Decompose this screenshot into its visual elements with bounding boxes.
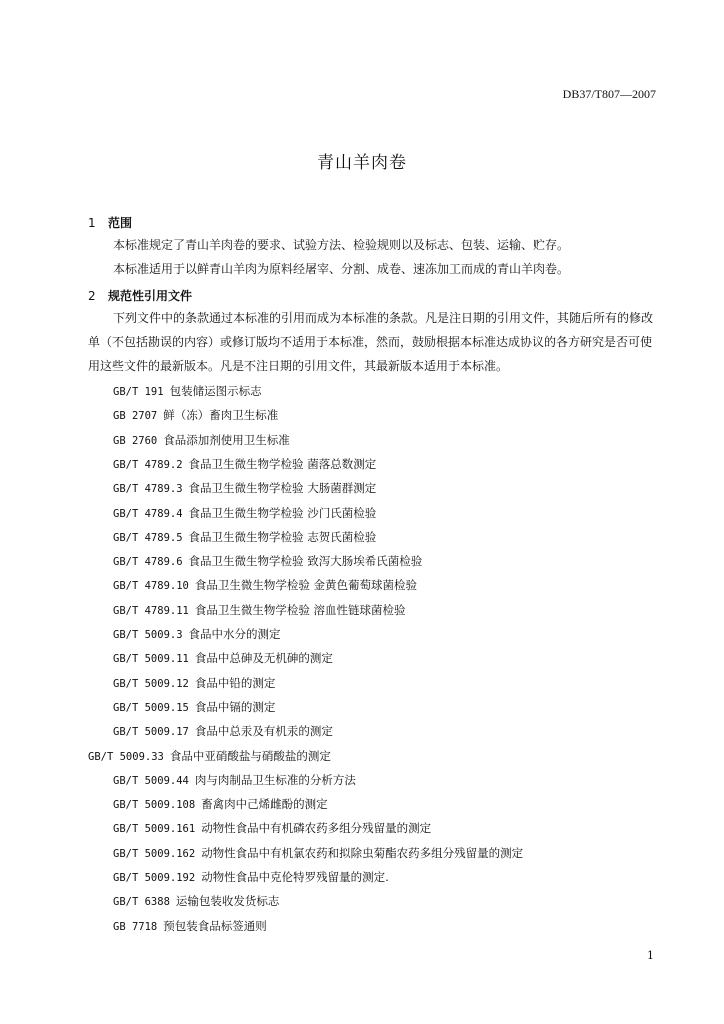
section-1-paragraph: 本标准规定了青山羊肉卷的要求、试验方法、检验规则以及标志、包装、运输、贮存。 — [113, 238, 570, 252]
reference-item — [113, 772, 356, 788]
reference-title: 食品中亚硝酸盐与硝酸盐的测定 — [169, 748, 331, 763]
section-2-heading — [88, 287, 192, 304]
section-2-intro: 下列文件中的条款通过本标准的引用而成为本标准的条款。凡是注日期的引用文件，其随后所有的修改单（不包括勘误的内容）或修订版均不适用于本标准，然而，鼓励根据本标准达成协议的各方研究是否可使用这些文件的最新版本。凡是不注日期的引用文件，其最新版本适用于本标准。 — [88, 311, 654, 373]
reference-code: GB/T 5009.15 — [113, 701, 189, 714]
reference-item — [113, 845, 523, 861]
reference-code: GB/T 5009.108 — [113, 799, 196, 812]
reference-title: 肉与肉制品卫生标准的分析方法 — [194, 772, 356, 787]
reference-title: 食品卫生微生物学检验 志贺氏菌检验 — [188, 529, 377, 544]
reference-code: GB/T 4789.2 — [113, 458, 183, 471]
reference-code: GB/T 4789.6 — [113, 556, 183, 569]
reference-item — [113, 432, 290, 448]
reference-title: 食品中铅的测定 — [194, 675, 276, 690]
reference-code: GB/T 5009.17 — [113, 726, 189, 739]
document-code: DB37/T807—2007 — [562, 87, 656, 101]
reference-title: 食品卫生微生物学检验 大肠菌群测定 — [188, 481, 377, 496]
reference-title: 食品中水分的测定 — [188, 627, 281, 641]
reference-code: GB/T 5009.162 — [113, 847, 196, 860]
reference-code: GB/T 5009.3 — [113, 629, 183, 641]
reference-item — [113, 796, 328, 812]
reference-item — [113, 407, 278, 423]
reference-item — [113, 699, 275, 715]
reference-item — [113, 626, 281, 642]
reference-title: 动物性食品中有机氯农药和拟除虫菊酯农药多组分残留量的测定 — [201, 845, 524, 860]
reference-title: 食品中总汞及有机汞的测定 — [194, 724, 333, 739]
reference-code: GB/T 5009.44 — [113, 774, 189, 787]
reference-item — [113, 820, 431, 836]
section-number: 2 — [88, 289, 96, 303]
section-number: 1 — [88, 216, 96, 230]
reference-title: 食品卫生微生物学检验 致泻大肠埃希氏菌检验 — [188, 554, 423, 569]
reference-item — [113, 650, 333, 666]
reference-code: GB 2760 — [113, 434, 158, 447]
reference-title: 动物性食品中有机磷农药多组分残留量的测定 — [201, 821, 432, 836]
reference-item — [113, 723, 333, 739]
reference-item — [113, 505, 376, 521]
reference-title: 食品添加剂使用卫生标准 — [163, 432, 290, 447]
reference-item — [113, 675, 275, 691]
reference-item — [113, 456, 376, 472]
reference-code: GB/T 4789.11 — [113, 604, 189, 617]
reference-code: GB/T 5009.33 — [88, 750, 164, 763]
reference-code: GB/T 4789.5 — [113, 531, 183, 544]
section-1-paragraph: 本标准适用于以鲜青山羊肉为原料经屠宰、分割、成卷、速冻加工而成的青山羊肉卷。 — [113, 262, 570, 276]
reference-title: 动物性食品中克伦特罗残留量的测定. — [201, 870, 389, 884]
reference-code: GB 7718 — [113, 920, 158, 933]
reference-title: 鲜（冻）畜肉卫生标准 — [163, 408, 279, 423]
reference-item — [113, 602, 406, 618]
reference-code: GB/T 6388 — [113, 896, 170, 909]
reference-item — [88, 748, 331, 764]
reference-title: 食品卫生微生物学检验 金黄色葡萄球菌检验 — [194, 578, 418, 593]
reference-title: 预包装食品标签通则 — [163, 918, 267, 933]
reference-title: 食品卫生微生物学检验 沙门氏菌检验 — [188, 505, 377, 520]
reference-code: GB/T 4789.10 — [113, 580, 189, 593]
reference-item — [113, 529, 376, 545]
reference-item — [113, 918, 267, 934]
reference-code: GB/T 4789.4 — [113, 507, 183, 520]
reference-item — [113, 553, 422, 569]
reference-code: GB/T 191 — [113, 386, 164, 398]
reference-item — [113, 480, 376, 496]
section-title: 规范性引用文件 — [108, 289, 193, 303]
reference-title: 食品卫生微生物学检验 菌落总数测定 — [188, 456, 377, 471]
reference-code: GB/T 5009.161 — [113, 823, 196, 836]
reference-title: 食品卫生微生物学检验 溶血性链球菌检验 — [194, 602, 406, 617]
reference-title: 包装储运图示标志 — [169, 384, 262, 398]
reference-item — [113, 893, 279, 909]
reference-title: 食品中镉的测定 — [194, 699, 276, 714]
reference-code: GB/T 5009.192 — [113, 872, 196, 884]
reference-code: GB/T 5009.11 — [113, 653, 189, 666]
document-title: 青山羊肉卷 — [317, 153, 407, 173]
reference-title: 畜禽肉中己烯雌酚的测定 — [201, 797, 328, 812]
section-title: 范围 — [108, 216, 133, 230]
reference-title: 运输包装收发货标志 — [175, 894, 280, 909]
reference-code: GB/T 5009.12 — [113, 677, 189, 690]
reference-item — [113, 577, 417, 593]
section-1-heading — [88, 214, 132, 231]
reference-code: GB 2707 — [113, 410, 158, 423]
page-number: 1 — [647, 949, 654, 962]
reference-title: 食品中总砷及无机砷的测定 — [194, 651, 333, 666]
reference-code: GB/T 4789.3 — [113, 483, 183, 496]
reference-item — [113, 383, 262, 399]
reference-item — [113, 869, 389, 885]
